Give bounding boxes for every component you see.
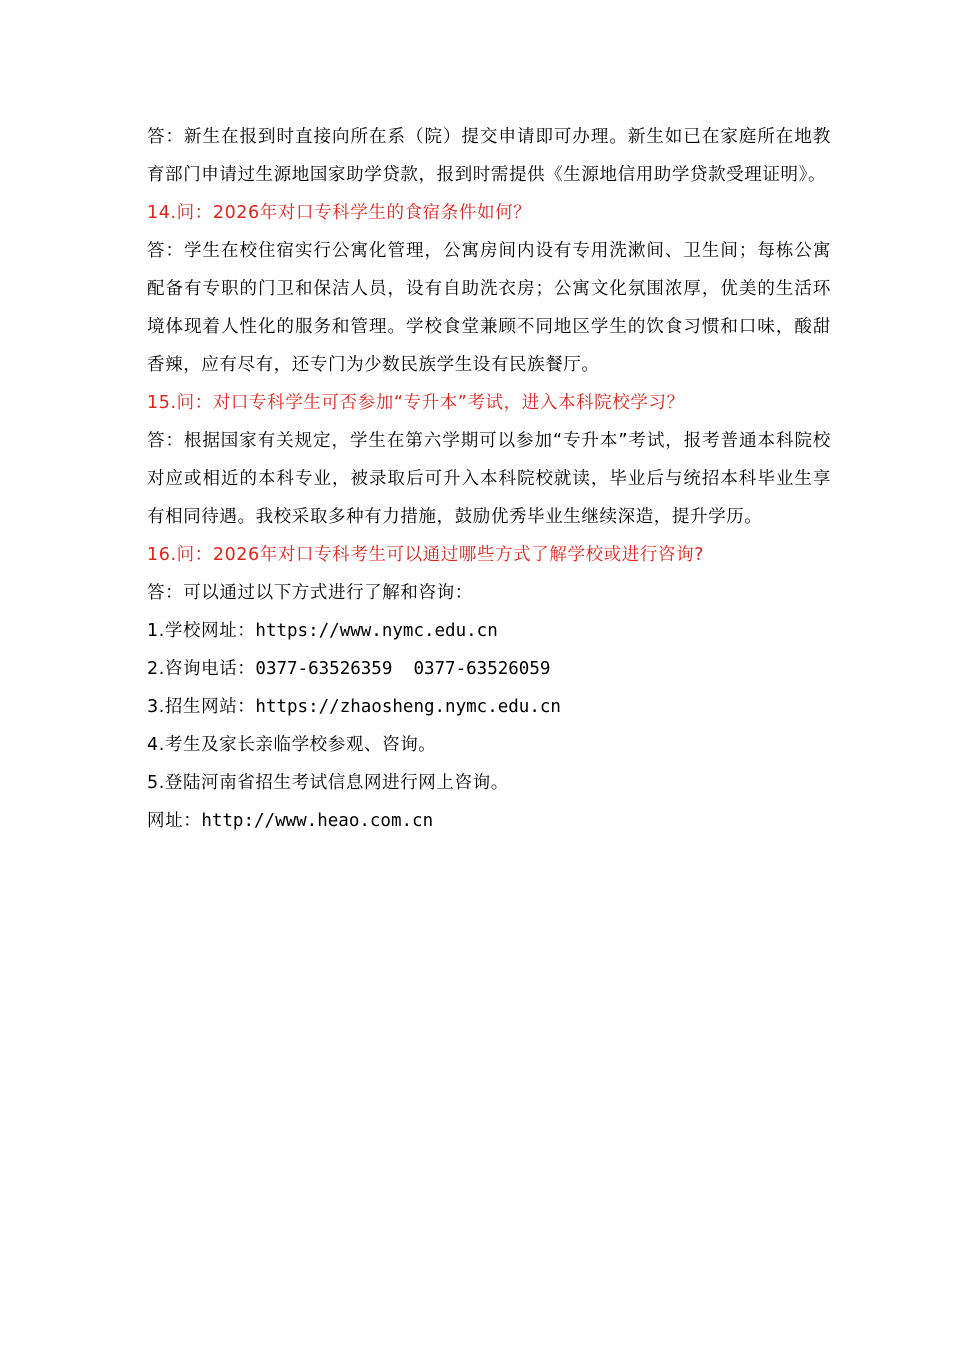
contact-website-label: 1.学校网址： xyxy=(147,621,256,641)
contact-heao-url[interactable]: http://www.heao.com.cn xyxy=(201,811,434,831)
answer-15: 答：根据国家有关规定，学生在第六学期可以参加“专升本”考试，报考普通本科院校对应或相近的本科专业，被录取后可升入本科院校就读，毕业后与统招本科毕业生享有相同待遇。我校采取多种有力措施，鼓励优秀毕业生继续深造，提升学历。 xyxy=(147,431,831,527)
contact-phone-numbers: 0377-63526359 0377-63526059 xyxy=(255,659,551,679)
answer-13: 答：新生在报到时直接向所在系（院）提交申请即可办理。新生如已在家庭所在地教育部门申请过生源地国家助学贷款，报到时需提供《生源地信用助学贷款受理证明》。 xyxy=(147,127,831,185)
contact-visit-text: 4.考生及家长亲临学校参观、咨询。 xyxy=(147,735,437,755)
document-body xyxy=(147,118,831,840)
contact-online xyxy=(147,764,831,802)
contact-phone-label: 2.咨询电话： xyxy=(147,659,256,679)
contact-online-text: 5.登陆河南省招生考试信息网进行网上咨询。 xyxy=(147,773,509,793)
contact-website xyxy=(147,612,831,650)
contact-admissions-url[interactable]: https://zhaosheng.nymc.edu.cn xyxy=(255,697,561,717)
contact-visit xyxy=(147,726,831,764)
answer-14: 答：学生在校住宿实行公寓化管理，公寓房间内设有专用洗漱间、卫生间；每栋公寓配备有专职的门卫和保洁人员，设有自助洗衣房；公寓文化氛围浓厚，优美的生活环境体现着人性化的服务和管理。学校食堂兼顾不同地区学生的饮食习惯和口味，酸甜香辣，应有尽有，还专门为少数民族学生设有民族餐厅。 xyxy=(147,241,831,375)
question-16: 16.问：2026年对口专科考生可以通过哪些方式了解学校或进行咨询? xyxy=(147,545,705,565)
contact-heao-label: 网址： xyxy=(147,811,202,831)
contact-heao xyxy=(147,802,831,840)
contact-admissions-label: 3.招生网站： xyxy=(147,697,256,717)
question-14: 14.问：2026年对口专科学生的食宿条件如何？ xyxy=(147,203,532,223)
contact-phone xyxy=(147,650,831,688)
contact-website-url[interactable]: https://www.nymc.edu.cn xyxy=(255,621,498,641)
contact-admissions-site xyxy=(147,688,831,726)
question-15: 15.问：对口专科学生可否参加“专升本”考试，进入本科院校学习？ xyxy=(147,393,685,413)
answer-16: 答：可以通过以下方式进行了解和咨询： xyxy=(147,583,473,603)
